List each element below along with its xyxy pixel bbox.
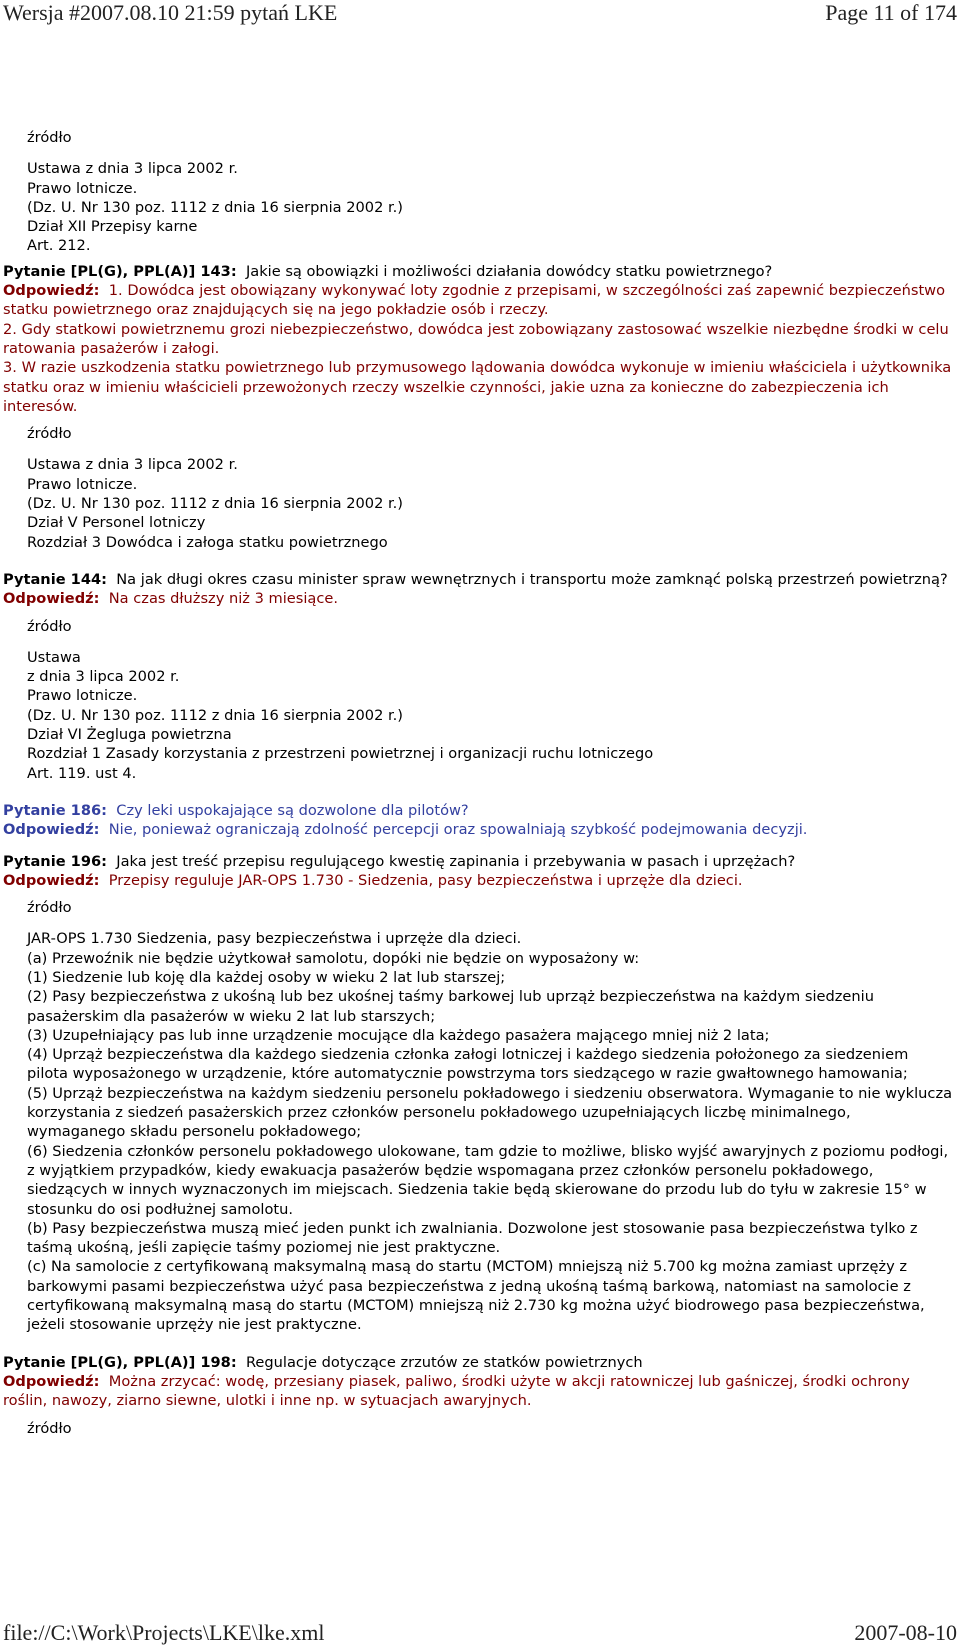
source-link[interactable]: źródło (27, 425, 72, 443)
header-page-number: Page 11 of 174 (825, 0, 957, 25)
answer-text: 3. W razie uszkodzenia statku powietrznego lub przymusowego lądowania dowódca wykonuje w imieniu właściciela i użytkownika statku oraz w imieniu właścicieli przewożonych rzeczy wszelkie czynności, jakie uzna za konieczne do zabezpieczenia ich interesów. (3, 359, 952, 415)
footer-file-path: file://C:\Work\Projects\LKE\lke.xml (3, 1620, 325, 1645)
answer-label: Odpowiedź: (3, 282, 100, 300)
source-line: (3) Uzupełniający pas lub inne urządzenie mocujące dla każdego pasażera mającego mniej niż 2 lata; (27, 1026, 770, 1044)
question-196 (3, 852, 953, 871)
question-label: Pytanie 144: (3, 570, 107, 588)
source-line: Prawo lotnicze. (27, 687, 138, 705)
answer-text: Na czas dłuższy niż 3 miesiące. (108, 590, 339, 608)
question-144 (3, 570, 953, 589)
source-line: Ustawa z dnia 3 lipca 2002 r. (27, 456, 238, 474)
question-label: Pytanie [PL(G), PPL(A)] 143: (3, 262, 237, 280)
page-footer (0, 1620, 960, 1650)
source-line: (6) Siedzenia członków personelu pokładowego ulokowane, tam gdzie to możliwe, blisko wyjść awaryjnych z poziomu podłogi, z wyjątkiem przypadków, kiedy ewakuacja pasażerów będzie wspomagana przez członków personelu pokładowego, siedzących w innych wyznaczonych im miejscach. Siedzenia takie będą skierowane do przodu lub do tyłu w zakresie 15° w stosunku do osi podłużnej samolotu. (27, 1142, 949, 1218)
source-line: (1) Siedzenie lub koję dla każdej osoby w wieku 2 lat lub starszej; (27, 968, 506, 986)
document-body (3, 128, 953, 1450)
source-line: (b) Pasy bezpieczeństwa muszą mieć jeden punkt ich zwalniania. Dozwolone jest stosowanie pasa bezpieczeństwa tylko z taśmą ukośną, jeśli zapięcie taśmy poziomej nie jest praktyczne. (27, 1219, 918, 1257)
source-line: Rozdział 3 Dowódca i załoga statku powietrznego (27, 533, 388, 551)
question-186 (3, 801, 953, 820)
source-link[interactable]: źródło (27, 617, 72, 635)
source-line: (Dz. U. Nr 130 poz. 1112 z dnia 16 sierpnia 2002 r.) (27, 495, 404, 513)
question-label: Pytanie 186: (3, 801, 107, 819)
source-line: (2) Pasy bezpieczeństwa z ukośną lub bez ukośnej taśmy barkowej lub uprząż bezpieczeństwa na każdym siedzeniu pasażerskim dla pasażerów w wieku 2 lat lub starszych; (27, 988, 874, 1025)
answer-143 (3, 281, 953, 416)
source-line: (5) Uprząż bezpieczeństwa na każdym siedzeniu personelu pokładowego i siedzeniu obserwatora. Wymaganie to nie wyklucza korzystania z siedzeń pasażerskich przez członków personelu pokładowego uzupełniających liczbę minimalnego, wymaganego składu personelu pokładowego; (27, 1084, 953, 1141)
header-version: Wersja #2007.08.10 21:59 pytań LKE (3, 0, 338, 25)
page-header (0, 0, 960, 30)
source-line: z dnia 3 lipca 2002 r. (27, 668, 180, 686)
source-line: (a) Przewoźnik nie będzie użytkował samolotu, dopóki nie będzie on wyposażony w: (27, 949, 640, 967)
question-text: Czy leki uspokajające są dozwolone dla pilotów? (116, 801, 469, 819)
question-198 (3, 1353, 953, 1372)
source-line: Prawo lotnicze. (27, 179, 138, 197)
source-line: (4) Uprząż bezpieczeństwa dla każdego siedzenia członka załogi lotniczej i każdego siedzenia położonego za siedzeniem pilota wyposażonego w urządzenie, które automatycznie powstrzyma tors siedzącego w razie gwałtownego hamowania; (27, 1046, 909, 1083)
source-line: JAR-OPS 1.730 Siedzenia, pasy bezpieczeństwa i uprzęże dla dzieci. (27, 930, 522, 948)
source-link[interactable]: źródło (27, 1419, 72, 1437)
source-block (27, 424, 953, 552)
answer-186 (3, 820, 953, 839)
source-line: Dział V Personel lotniczy (27, 514, 206, 532)
source-block (27, 128, 953, 256)
answer-196 (3, 871, 953, 890)
question-143 (3, 262, 953, 281)
source-block (27, 898, 953, 1335)
footer-date: 2007-08-10 (854, 1620, 957, 1645)
source-line: Dział XII Przepisy karne (27, 218, 198, 236)
source-line: Art. 212. (27, 237, 91, 255)
answer-text: Nie, ponieważ ograniczają zdolność percepcji oraz spowalniają szybkość podejmowania decyzji. (108, 821, 808, 839)
source-link[interactable]: źródło (27, 899, 72, 917)
source-line: (c) Na samolocie z certyfikowaną maksymalną masą do startu (MCTOM) mniejszą niż 5.700 kg można zamiast uprzęży z barkowymi pasami bezpieczeństwa użyć pasa bezpieczeństwa z jedną ukośną taśmą barkową, natomiast na samolocie z certyfikowaną maksymalną masą do startu (MCTOM) mniejszą niż 2.730 kg można użyć biodrowego pasa bezpieczeństwa, jeżeli stosowanie uprzęży nie jest praktyczne. (27, 1258, 925, 1334)
source-line: Art. 119. ust 4. (27, 764, 137, 782)
source-block (27, 617, 953, 783)
answer-label: Odpowiedź: (3, 590, 100, 608)
question-text: Na jak długi okres czasu minister spraw wewnętrznych i transportu może zamknąć polską przestrzeń powietrzną? (116, 570, 948, 588)
answer-label: Odpowiedź: (3, 821, 100, 839)
source-line: Dział VI Żegluga powietrzna (27, 726, 232, 744)
answer-text: 1. Dowódca jest obowiązany wykonywać loty zgodnie z przepisami, w szczególności zaś zapewnić bezpieczeństwo statku powietrznego oraz znajdujących się na jego pokładzie osób i rzeczy. (3, 282, 946, 319)
answer-text: Przepisy reguluje JAR-OPS 1.730 - Siedzenia, pasy bezpieczeństwa i uprzęże dla dzieci. (108, 871, 743, 889)
question-text: Regulacje dotyczące zrzutów ze statków powietrznych (245, 1353, 643, 1371)
answer-198 (3, 1372, 953, 1411)
source-line: Rozdział 1 Zasady korzystania z przestrzeni powietrznej i organizacji ruchu lotniczego (27, 745, 654, 763)
source-block (27, 1419, 953, 1438)
answer-text: 2. Gdy statkowi powietrznemu grozi niebezpieczeństwo, dowódca jest zobowiązany zastosować wszelkie niezbędne środki w celu ratowania pasażerów i załogi. (3, 320, 949, 357)
question-text: Jakie są obowiązki i możliwości działania dowódcy statku powietrznego? (245, 262, 773, 280)
answer-text: Można zrzycać: wodę, przesiany piasek, paliwo, środki użyte w akcji ratowniczej lub gaśniczej, środki ochrony roślin, nawozy, ziarno siewne, ulotki i inne np. w sytuacjach awaryjnych. (3, 1372, 910, 1410)
answer-label: Odpowiedź: (3, 1372, 100, 1390)
question-label: Pytanie [PL(G), PPL(A)] 198: (3, 1353, 237, 1371)
question-text: Jaka jest treść przepisu regulującego kwestię zapinania i przebywania w pasach i uprzężach? (116, 852, 796, 870)
source-line: Prawo lotnicze. (27, 475, 138, 493)
source-line: Ustawa (27, 648, 81, 666)
source-link[interactable]: źródło (27, 129, 72, 146)
source-line: (Dz. U. Nr 130 poz. 1112 z dnia 16 sierpnia 2002 r.) (27, 198, 404, 216)
answer-label: Odpowiedź: (3, 871, 100, 889)
answer-144 (3, 589, 953, 608)
question-label: Pytanie 196: (3, 852, 107, 870)
source-line: Ustawa z dnia 3 lipca 2002 r. (27, 160, 238, 178)
source-line: (Dz. U. Nr 130 poz. 1112 z dnia 16 sierpnia 2002 r.) (27, 706, 404, 724)
